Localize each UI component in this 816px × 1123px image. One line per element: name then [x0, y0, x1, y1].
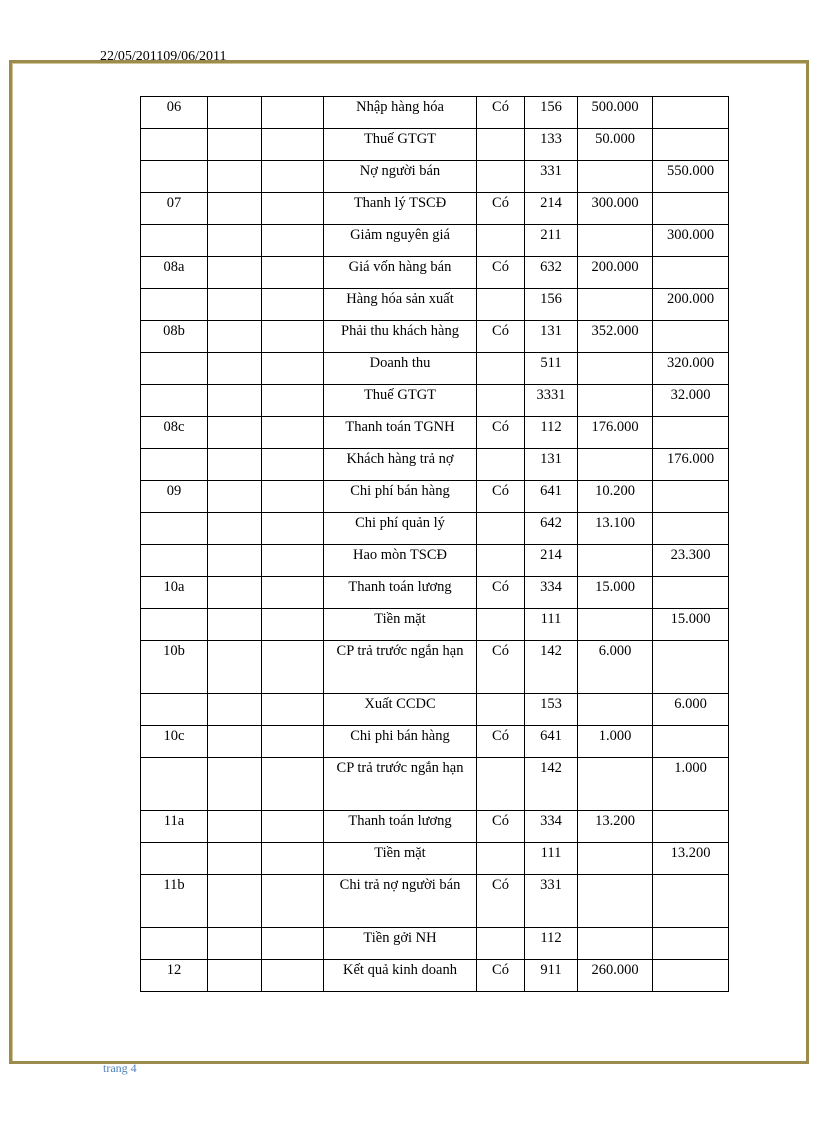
side-cell: [477, 694, 525, 726]
table-row: [141, 97, 729, 129]
empty-cell: [262, 353, 324, 385]
account-cell: 641: [525, 726, 578, 758]
credit-cell: 1.000: [653, 758, 729, 811]
empty-cell: [262, 960, 324, 992]
side-cell: [477, 225, 525, 257]
empty-cell: [262, 641, 324, 694]
doc-number-cell: 10b: [141, 641, 208, 694]
empty-cell: [208, 694, 262, 726]
account-cell: 911: [525, 960, 578, 992]
account-cell: 112: [525, 417, 578, 449]
side-cell: [477, 545, 525, 577]
table-row: [141, 481, 729, 513]
empty-cell: [208, 353, 262, 385]
side-cell: [477, 161, 525, 193]
debit-cell: [578, 449, 653, 481]
side-cell: [477, 449, 525, 481]
debit-cell: [578, 161, 653, 193]
table-row: [141, 513, 729, 545]
description-cell: Chi phí quản lý: [324, 513, 477, 545]
side-cell: Có: [477, 193, 525, 225]
empty-cell: [208, 641, 262, 694]
credit-cell: 550.000: [653, 161, 729, 193]
table-row: [141, 609, 729, 641]
credit-cell: 200.000: [653, 289, 729, 321]
doc-number-cell: [141, 545, 208, 577]
debit-cell: [578, 843, 653, 875]
table-row: [141, 875, 729, 928]
description-cell: Nhập hàng hóa: [324, 97, 477, 129]
empty-cell: [208, 545, 262, 577]
side-cell: [477, 843, 525, 875]
empty-cell: [208, 609, 262, 641]
side-cell: Có: [477, 875, 525, 928]
empty-cell: [262, 449, 324, 481]
empty-cell: [262, 129, 324, 161]
table-row: [141, 449, 729, 481]
page-number: trang 4: [103, 1061, 137, 1075]
account-cell: 632: [525, 257, 578, 289]
side-cell: Có: [477, 417, 525, 449]
description-cell: Tiền mặt: [324, 843, 477, 875]
description-cell: Tiền mặt: [324, 609, 477, 641]
empty-cell: [262, 609, 324, 641]
side-cell: Có: [477, 257, 525, 289]
table-row: [141, 289, 729, 321]
side-cell: Có: [477, 481, 525, 513]
credit-cell: [653, 481, 729, 513]
doc-number-cell: 11a: [141, 811, 208, 843]
empty-cell: [208, 193, 262, 225]
description-cell: Tiền gởi NH: [324, 928, 477, 960]
doc-number-cell: [141, 289, 208, 321]
debit-cell: 13.200: [578, 811, 653, 843]
credit-cell: 15.000: [653, 609, 729, 641]
account-cell: 112: [525, 928, 578, 960]
empty-cell: [208, 758, 262, 811]
credit-cell: [653, 513, 729, 545]
table-row: [141, 928, 729, 960]
doc-number-cell: 09: [141, 481, 208, 513]
empty-cell: [208, 843, 262, 875]
debit-cell: [578, 289, 653, 321]
side-cell: [477, 513, 525, 545]
empty-cell: [208, 289, 262, 321]
credit-cell: [653, 193, 729, 225]
table-row: [141, 811, 729, 843]
table-row: [141, 545, 729, 577]
empty-cell: [208, 577, 262, 609]
account-cell: 153: [525, 694, 578, 726]
account-cell: 331: [525, 875, 578, 928]
credit-cell: 320.000: [653, 353, 729, 385]
debit-cell: 13.100: [578, 513, 653, 545]
account-cell: 156: [525, 97, 578, 129]
journal-table: [140, 96, 729, 992]
description-cell: Chi phi bán hàng: [324, 726, 477, 758]
table-row: [141, 385, 729, 417]
side-cell: [477, 353, 525, 385]
account-cell: 214: [525, 545, 578, 577]
credit-cell: 300.000: [653, 225, 729, 257]
table-row: [141, 257, 729, 289]
description-cell: Thanh toán lương: [324, 811, 477, 843]
account-cell: 142: [525, 641, 578, 694]
side-cell: Có: [477, 960, 525, 992]
doc-number-cell: 08a: [141, 257, 208, 289]
doc-number-cell: 06: [141, 97, 208, 129]
empty-cell: [262, 694, 324, 726]
credit-cell: 23.300: [653, 545, 729, 577]
empty-cell: [208, 161, 262, 193]
description-cell: Thuế GTGT: [324, 385, 477, 417]
account-cell: 641: [525, 481, 578, 513]
description-cell: Chi trả nợ người bán: [324, 875, 477, 928]
empty-cell: [262, 577, 324, 609]
debit-cell: 1.000: [578, 726, 653, 758]
doc-number-cell: 10a: [141, 577, 208, 609]
side-cell: Có: [477, 641, 525, 694]
description-cell: Thuế GTGT: [324, 129, 477, 161]
credit-cell: 32.000: [653, 385, 729, 417]
table-row: [141, 960, 729, 992]
account-cell: 214: [525, 193, 578, 225]
description-cell: CP trả trước ngắn hạn: [324, 758, 477, 811]
empty-cell: [262, 193, 324, 225]
doc-number-cell: [141, 694, 208, 726]
debit-cell: 176.000: [578, 417, 653, 449]
empty-cell: [262, 545, 324, 577]
header-date-range: 22/05/201109/06/2011: [100, 49, 227, 64]
side-cell: [477, 928, 525, 960]
credit-cell: [653, 417, 729, 449]
credit-cell: [653, 811, 729, 843]
credit-cell: [653, 97, 729, 129]
account-cell: 3331: [525, 385, 578, 417]
description-cell: Kết quả kinh doanh: [324, 960, 477, 992]
debit-cell: [578, 609, 653, 641]
account-cell: 334: [525, 577, 578, 609]
debit-cell: 300.000: [578, 193, 653, 225]
empty-cell: [262, 928, 324, 960]
empty-cell: [208, 417, 262, 449]
side-cell: Có: [477, 97, 525, 129]
side-cell: [477, 129, 525, 161]
empty-cell: [262, 257, 324, 289]
empty-cell: [208, 960, 262, 992]
empty-cell: [262, 843, 324, 875]
debit-cell: [578, 225, 653, 257]
description-cell: Phải thu khách hàng: [324, 321, 477, 353]
account-cell: 111: [525, 843, 578, 875]
empty-cell: [262, 513, 324, 545]
table-row: [141, 758, 729, 811]
doc-number-cell: 10c: [141, 726, 208, 758]
table-row: [141, 193, 729, 225]
description-cell: CP trả trước ngắn hạn: [324, 641, 477, 694]
credit-cell: [653, 875, 729, 928]
side-cell: [477, 758, 525, 811]
empty-cell: [262, 385, 324, 417]
debit-cell: [578, 353, 653, 385]
empty-cell: [262, 161, 324, 193]
debit-cell: [578, 875, 653, 928]
side-cell: Có: [477, 577, 525, 609]
table-row: [141, 694, 729, 726]
empty-cell: [208, 811, 262, 843]
debit-cell: 260.000: [578, 960, 653, 992]
debit-cell: [578, 545, 653, 577]
credit-cell: 13.200: [653, 843, 729, 875]
debit-cell: 15.000: [578, 577, 653, 609]
description-cell: Thanh toán lương: [324, 577, 477, 609]
table-row: [141, 641, 729, 694]
credit-cell: [653, 726, 729, 758]
description-cell: Giá vốn hàng bán: [324, 257, 477, 289]
doc-number-cell: [141, 843, 208, 875]
empty-cell: [208, 726, 262, 758]
side-cell: [477, 609, 525, 641]
empty-cell: [208, 928, 262, 960]
table-row: [141, 225, 729, 257]
doc-number-cell: 11b: [141, 875, 208, 928]
description-cell: Xuất CCDC: [324, 694, 477, 726]
description-cell: Hàng hóa sản xuất: [324, 289, 477, 321]
doc-number-cell: [141, 385, 208, 417]
debit-cell: 200.000: [578, 257, 653, 289]
account-cell: 131: [525, 321, 578, 353]
journal-table-body: [141, 97, 729, 992]
side-cell: [477, 289, 525, 321]
empty-cell: [262, 321, 324, 353]
empty-cell: [262, 289, 324, 321]
debit-cell: 10.200: [578, 481, 653, 513]
empty-cell: [262, 97, 324, 129]
empty-cell: [262, 811, 324, 843]
table-row: [141, 321, 729, 353]
empty-cell: [208, 97, 262, 129]
doc-number-cell: [141, 449, 208, 481]
empty-cell: [262, 417, 324, 449]
account-cell: 156: [525, 289, 578, 321]
side-cell: Có: [477, 726, 525, 758]
doc-number-cell: 08c: [141, 417, 208, 449]
account-cell: 511: [525, 353, 578, 385]
empty-cell: [262, 481, 324, 513]
credit-cell: [653, 577, 729, 609]
table-row: [141, 129, 729, 161]
debit-cell: 6.000: [578, 641, 653, 694]
credit-cell: [653, 928, 729, 960]
empty-cell: [262, 726, 324, 758]
description-cell: Thanh lý TSCĐ: [324, 193, 477, 225]
doc-number-cell: 12: [141, 960, 208, 992]
description-cell: Hao mòn TSCĐ: [324, 545, 477, 577]
empty-cell: [208, 481, 262, 513]
credit-cell: [653, 129, 729, 161]
doc-number-cell: 08b: [141, 321, 208, 353]
description-cell: Khách hàng trả nợ: [324, 449, 477, 481]
debit-cell: [578, 928, 653, 960]
debit-cell: 50.000: [578, 129, 653, 161]
doc-number-cell: 07: [141, 193, 208, 225]
account-cell: 111: [525, 609, 578, 641]
side-cell: [477, 385, 525, 417]
account-cell: 642: [525, 513, 578, 545]
empty-cell: [208, 129, 262, 161]
doc-number-cell: [141, 225, 208, 257]
empty-cell: [262, 758, 324, 811]
empty-cell: [208, 449, 262, 481]
description-cell: Thanh toán TGNH: [324, 417, 477, 449]
account-cell: 211: [525, 225, 578, 257]
doc-number-cell: [141, 129, 208, 161]
debit-cell: [578, 758, 653, 811]
side-cell: Có: [477, 321, 525, 353]
doc-number-cell: [141, 353, 208, 385]
table-row: [141, 726, 729, 758]
empty-cell: [208, 321, 262, 353]
empty-cell: [208, 875, 262, 928]
doc-number-cell: [141, 758, 208, 811]
table-row: [141, 417, 729, 449]
account-cell: 131: [525, 449, 578, 481]
account-cell: 331: [525, 161, 578, 193]
account-cell: 334: [525, 811, 578, 843]
credit-cell: [653, 321, 729, 353]
description-cell: Chi phí bán hàng: [324, 481, 477, 513]
credit-cell: [653, 257, 729, 289]
empty-cell: [208, 225, 262, 257]
description-cell: Doanh thu: [324, 353, 477, 385]
doc-number-cell: [141, 513, 208, 545]
empty-cell: [208, 513, 262, 545]
description-cell: Nợ người bán: [324, 161, 477, 193]
empty-cell: [262, 875, 324, 928]
debit-cell: 352.000: [578, 321, 653, 353]
empty-cell: [208, 385, 262, 417]
account-cell: 133: [525, 129, 578, 161]
side-cell: Có: [477, 811, 525, 843]
table-row: [141, 843, 729, 875]
table-row: [141, 353, 729, 385]
credit-cell: 6.000: [653, 694, 729, 726]
description-cell: Giảm nguyên giá: [324, 225, 477, 257]
table-row: [141, 161, 729, 193]
debit-cell: [578, 694, 653, 726]
table-row: [141, 577, 729, 609]
doc-number-cell: [141, 609, 208, 641]
credit-cell: 176.000: [653, 449, 729, 481]
empty-cell: [262, 225, 324, 257]
empty-cell: [208, 257, 262, 289]
account-cell: 142: [525, 758, 578, 811]
debit-cell: [578, 385, 653, 417]
doc-number-cell: [141, 928, 208, 960]
doc-number-cell: [141, 161, 208, 193]
debit-cell: 500.000: [578, 97, 653, 129]
credit-cell: [653, 641, 729, 694]
credit-cell: [653, 960, 729, 992]
